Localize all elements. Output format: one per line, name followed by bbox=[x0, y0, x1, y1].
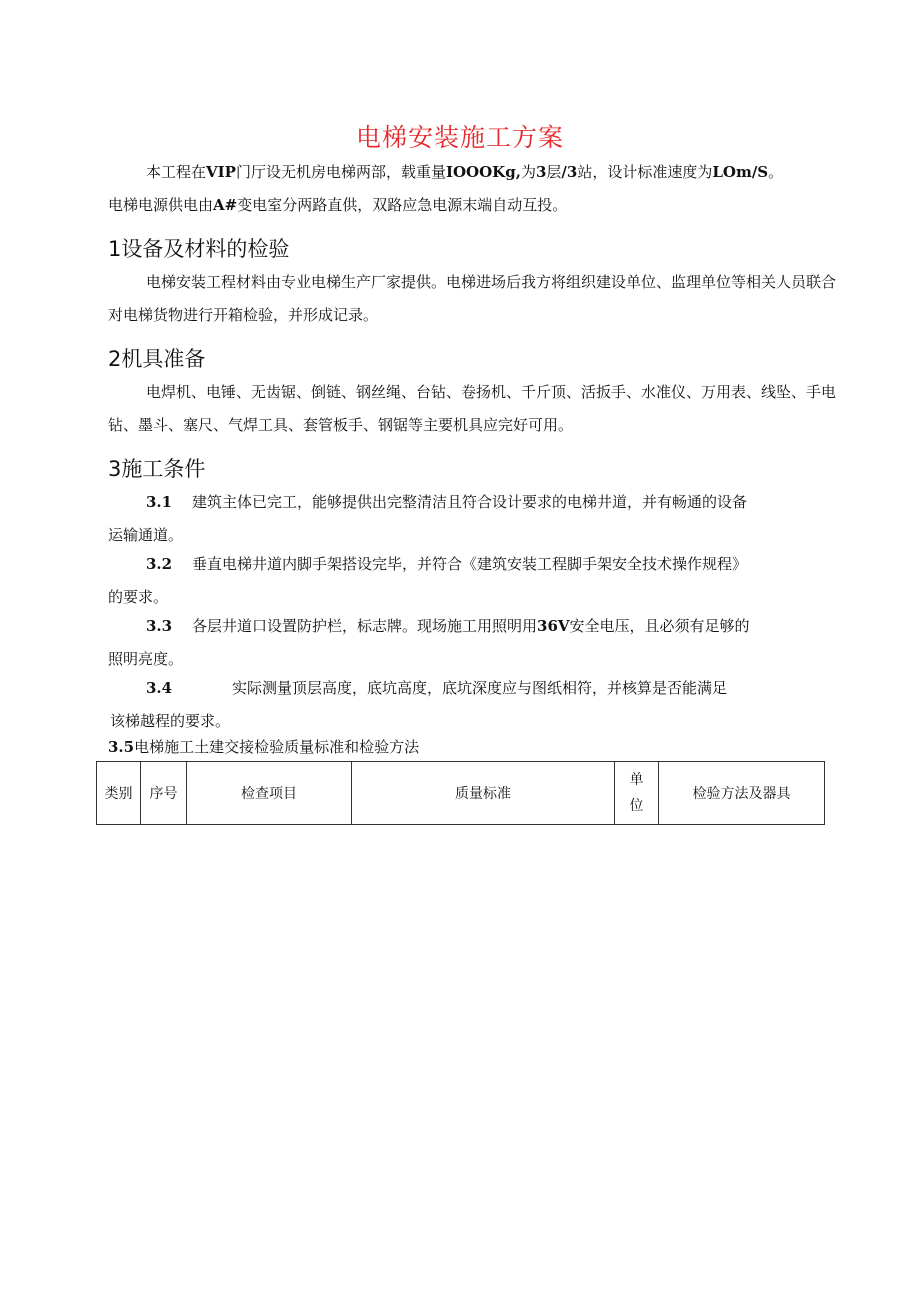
item-text: 运输通道。 bbox=[108, 526, 184, 544]
intro-text: /3 bbox=[561, 163, 578, 181]
item-number: 3.1 bbox=[146, 493, 173, 511]
intro-text: 层 bbox=[546, 163, 562, 181]
item-text: 安全电压，且必须有足够的 bbox=[569, 617, 750, 635]
col-unit bbox=[615, 762, 659, 825]
intro-text: 门厅设无机房电梯两部，载重量 bbox=[235, 163, 446, 181]
item-text: 的要求。 bbox=[108, 588, 169, 606]
item-text: 照明亮度。 bbox=[108, 650, 184, 668]
item-number: 3.2 bbox=[146, 555, 173, 573]
item-number: 3.4 bbox=[146, 679, 173, 697]
intro-text: 站，设计标准速度为 bbox=[577, 163, 713, 181]
section-3-heading: 3施工条件 bbox=[108, 457, 206, 481]
intro-text: 。 bbox=[768, 163, 784, 181]
section-2-text: 电焊机、电锤、无齿锯、倒链、钢丝绳、台钻、卷扬机、千斤顶、活扳手、水准仪、万用表、线坠、手电钻、墨斗、塞尺、气焊工具、套管板手、钢锯等主要机具应完好可用。 bbox=[108, 383, 837, 434]
caption-text: 电梯施工土建交接检验质量标准和检验方法 bbox=[134, 738, 420, 756]
inspection-table bbox=[96, 761, 825, 825]
intro-line-2 bbox=[108, 189, 838, 222]
col-method: 检验方法及器具 bbox=[659, 762, 825, 825]
section-2-heading: 2机具准备 bbox=[108, 347, 206, 371]
intro-text: 电梯电源供电由 bbox=[108, 196, 214, 214]
col-item: 检查项目 bbox=[187, 762, 352, 825]
condition-item-3-2 bbox=[108, 548, 838, 614]
item-number: 3.3 bbox=[146, 617, 173, 635]
intro-text: IOOOKg, bbox=[445, 163, 521, 181]
item-text: 垂直电梯井道内脚手架搭设完毕，并符合《建筑安装工程脚手架安全技术操作规程》 bbox=[192, 555, 748, 573]
section-1-text: 电梯安装工程材料由专业电梯生产厂家提供。电梯进场后我方将组织建设单位、监理单位等相关人员联合对电梯货物进行开箱检验，并形成记录。 bbox=[108, 273, 837, 324]
intro-text: 3 bbox=[535, 163, 547, 181]
item-text: 36V bbox=[537, 617, 570, 635]
intro-text: LOm/S bbox=[712, 163, 769, 181]
condition-item-3-4 bbox=[108, 672, 838, 738]
table-caption bbox=[108, 736, 419, 757]
item-text: 各层井道口设置防护栏，标志牌。现场施工用照明用 bbox=[192, 617, 538, 635]
unit-text: 单 bbox=[629, 772, 644, 788]
condition-item-3-3 bbox=[108, 610, 838, 676]
document-title: 电梯安装施工方案 bbox=[355, 123, 564, 152]
item-text: 该梯越程的要求。 bbox=[110, 712, 231, 730]
col-standard: 质量标准 bbox=[352, 762, 615, 825]
item-text: 实际测量顶层高度，底坑高度，底坑深度应与图纸相符，并核算是否能满足 bbox=[232, 679, 728, 697]
unit-text: 位 bbox=[629, 798, 644, 814]
intro-text: 为 bbox=[520, 163, 536, 181]
intro-text: 变电室分两路直供，双路应急电源末端自动互投。 bbox=[237, 196, 568, 214]
intro-text: 本工程在 bbox=[146, 163, 207, 181]
caption-number: 3.5 bbox=[108, 738, 135, 756]
condition-item-3-1 bbox=[108, 486, 838, 552]
section-1-heading: 1设备及材料的检验 bbox=[108, 237, 290, 261]
intro-text: A# bbox=[213, 196, 238, 214]
col-category: 类别 bbox=[97, 762, 141, 825]
table-header-row bbox=[97, 762, 825, 825]
intro-text: VIP bbox=[206, 163, 236, 181]
col-serial: 序号 bbox=[141, 762, 187, 825]
item-text: 建筑主体已完工，能够提供出完整清洁且符合设计要求的电梯井道，并有畅通的设备 bbox=[192, 493, 748, 511]
intro-line-1 bbox=[108, 156, 838, 189]
